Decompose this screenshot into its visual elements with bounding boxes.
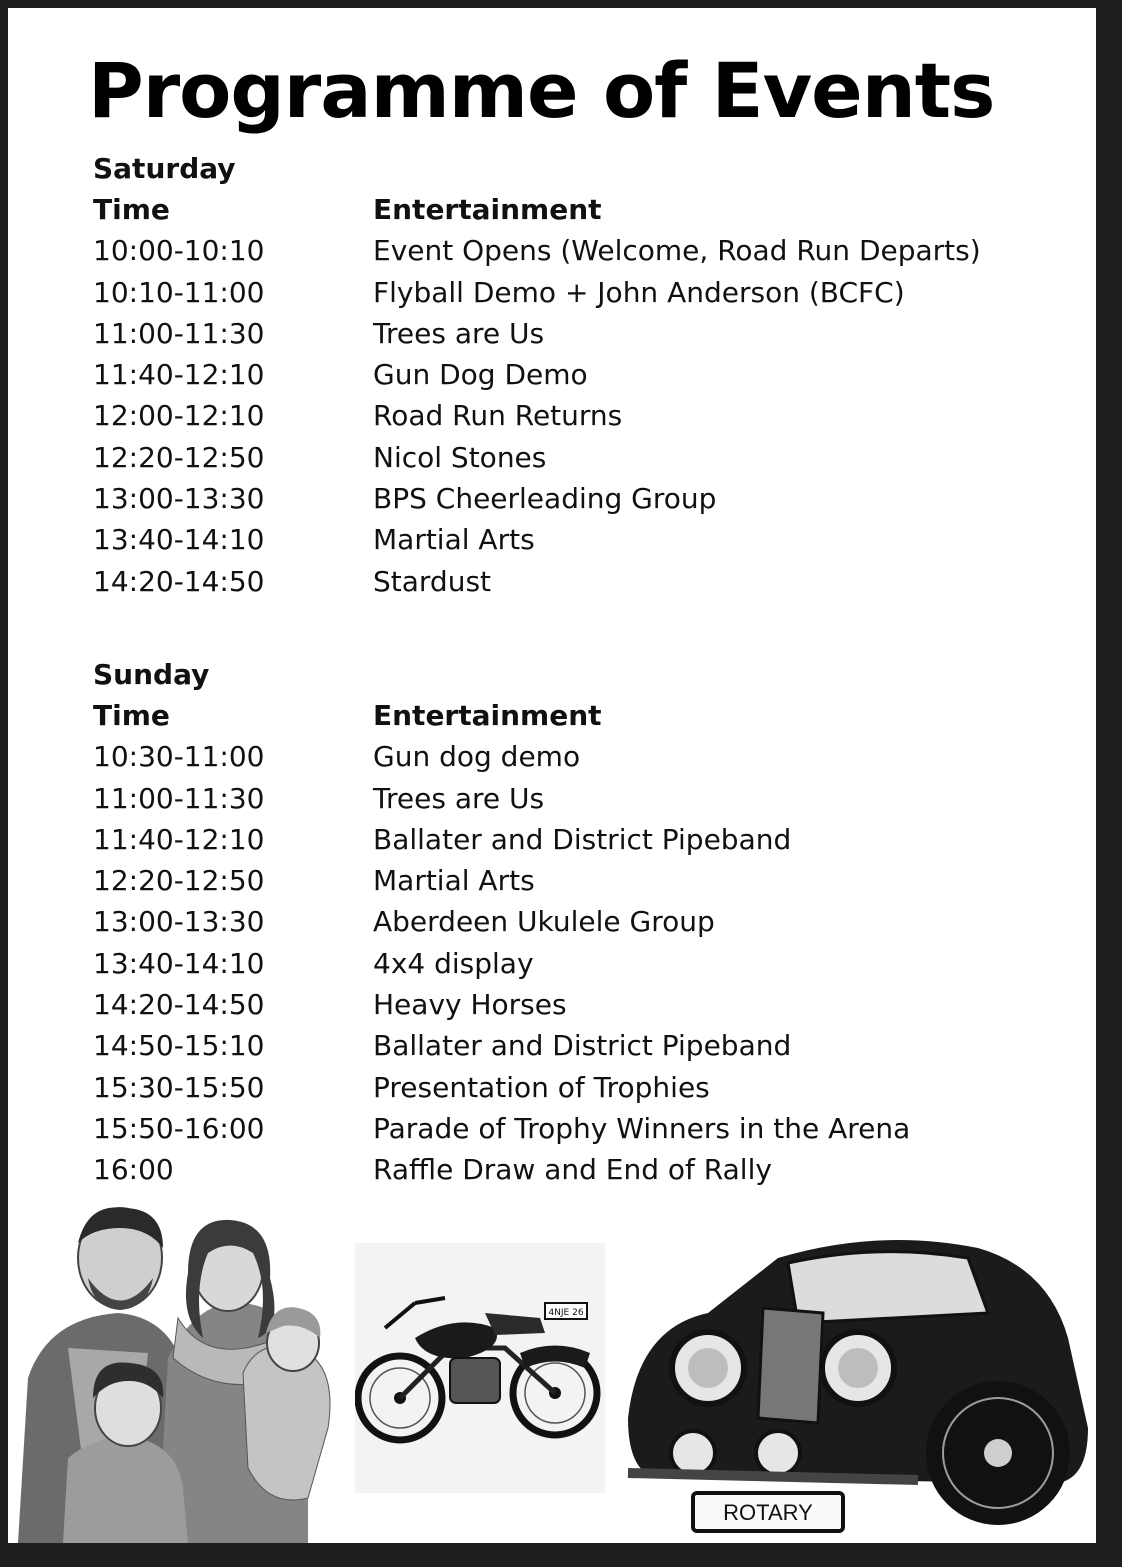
vintage-car-illustration bbox=[618, 1218, 1096, 1543]
page-title: Programme of Events bbox=[88, 46, 995, 135]
schedule-row bbox=[93, 984, 910, 1025]
event-cell: Ballater and District Pipeband bbox=[373, 822, 792, 856]
schedule-row bbox=[93, 860, 910, 901]
event-cell: Martial Arts bbox=[373, 523, 535, 557]
event-cell: Event Opens (Welcome, Road Run Departs) bbox=[373, 234, 981, 268]
schedule-row bbox=[93, 478, 981, 519]
event-cell: Ballater and District Pipeband bbox=[373, 1029, 792, 1063]
schedule-row bbox=[93, 778, 910, 819]
motorcycle-illustration bbox=[355, 1243, 605, 1493]
time-cell: 12:20-12:50 bbox=[93, 440, 265, 474]
time-cell: 13:00-13:30 bbox=[93, 482, 265, 516]
event-cell: Parade of Trophy Winners in the Arena bbox=[373, 1111, 911, 1145]
motorcycle-plate: 4NJE 26 bbox=[548, 1308, 584, 1318]
time-cell: 13:40-14:10 bbox=[93, 946, 265, 980]
time-cell: 15:50-16:00 bbox=[93, 1111, 265, 1145]
event-cell: Heavy Horses bbox=[373, 988, 567, 1022]
event-cell: Presentation of Trophies bbox=[373, 1070, 710, 1104]
schedule-row bbox=[93, 230, 981, 271]
event-cell: 4x4 display bbox=[373, 946, 534, 980]
schedule-row bbox=[93, 736, 910, 777]
event-cell: Stardust bbox=[373, 564, 492, 598]
time-header: Time bbox=[93, 193, 170, 226]
time-cell: 11:00-11:30 bbox=[93, 781, 265, 815]
time-cell: 12:20-12:50 bbox=[93, 864, 265, 898]
time-header: Time bbox=[93, 699, 170, 732]
time-cell: 14:20-14:50 bbox=[93, 988, 265, 1022]
entertainment-header: Entertainment bbox=[373, 699, 602, 732]
poster bbox=[8, 8, 1096, 1543]
time-cell: 10:30-11:00 bbox=[93, 740, 265, 774]
illustration-strip bbox=[8, 1198, 1096, 1543]
time-cell: 13:00-13:30 bbox=[93, 905, 265, 939]
day-heading: Sunday bbox=[93, 658, 210, 691]
schedule-row bbox=[93, 313, 981, 354]
event-cell: BPS Cheerleading Group bbox=[373, 482, 717, 516]
time-cell: 12:00-12:10 bbox=[93, 399, 265, 433]
schedule-row bbox=[93, 272, 981, 313]
column-headers bbox=[93, 189, 981, 230]
column-headers bbox=[93, 695, 910, 736]
event-cell: Raffle Draw and End of Rally bbox=[373, 1153, 772, 1187]
car-plate: ROTARY bbox=[723, 1500, 813, 1525]
event-cell: Flyball Demo + John Anderson (BCFC) bbox=[373, 275, 905, 309]
schedule-row bbox=[93, 437, 981, 478]
schedule-row bbox=[93, 1067, 910, 1108]
entertainment-header: Entertainment bbox=[373, 193, 602, 226]
event-cell: Aberdeen Ukulele Group bbox=[373, 905, 715, 939]
event-cell: Gun Dog Demo bbox=[373, 358, 588, 392]
event-cell: Gun dog demo bbox=[373, 740, 581, 774]
time-cell: 16:00 bbox=[93, 1153, 174, 1187]
schedule-row bbox=[93, 1149, 910, 1190]
event-cell: Trees are Us bbox=[373, 316, 545, 350]
sunday-schedule bbox=[93, 654, 910, 1191]
schedule-row bbox=[93, 1108, 910, 1149]
event-cell: Trees are Us bbox=[373, 781, 545, 815]
day-heading: Saturday bbox=[93, 152, 236, 185]
time-cell: 14:20-14:50 bbox=[93, 564, 265, 598]
schedule-row bbox=[93, 519, 981, 560]
family-illustration bbox=[8, 1198, 353, 1543]
schedule-row bbox=[93, 819, 910, 860]
schedule-row bbox=[93, 901, 910, 942]
schedule-row bbox=[93, 561, 981, 602]
time-cell: 11:40-12:10 bbox=[93, 358, 265, 392]
schedule-row bbox=[93, 354, 981, 395]
event-cell: Road Run Returns bbox=[373, 399, 623, 433]
time-cell: 14:50-15:10 bbox=[93, 1029, 265, 1063]
saturday-schedule bbox=[93, 148, 981, 602]
event-cell: Martial Arts bbox=[373, 864, 535, 898]
time-cell: 11:40-12:10 bbox=[93, 822, 265, 856]
time-cell: 10:10-11:00 bbox=[93, 275, 265, 309]
time-cell: 11:00-11:30 bbox=[93, 316, 265, 350]
time-cell: 10:00-10:10 bbox=[93, 234, 265, 268]
schedule-row bbox=[93, 1025, 910, 1066]
schedule-row bbox=[93, 395, 981, 436]
time-cell: 13:40-14:10 bbox=[93, 523, 265, 557]
time-cell: 15:30-15:50 bbox=[93, 1070, 265, 1104]
schedule-row bbox=[93, 943, 910, 984]
event-cell: Nicol Stones bbox=[373, 440, 547, 474]
